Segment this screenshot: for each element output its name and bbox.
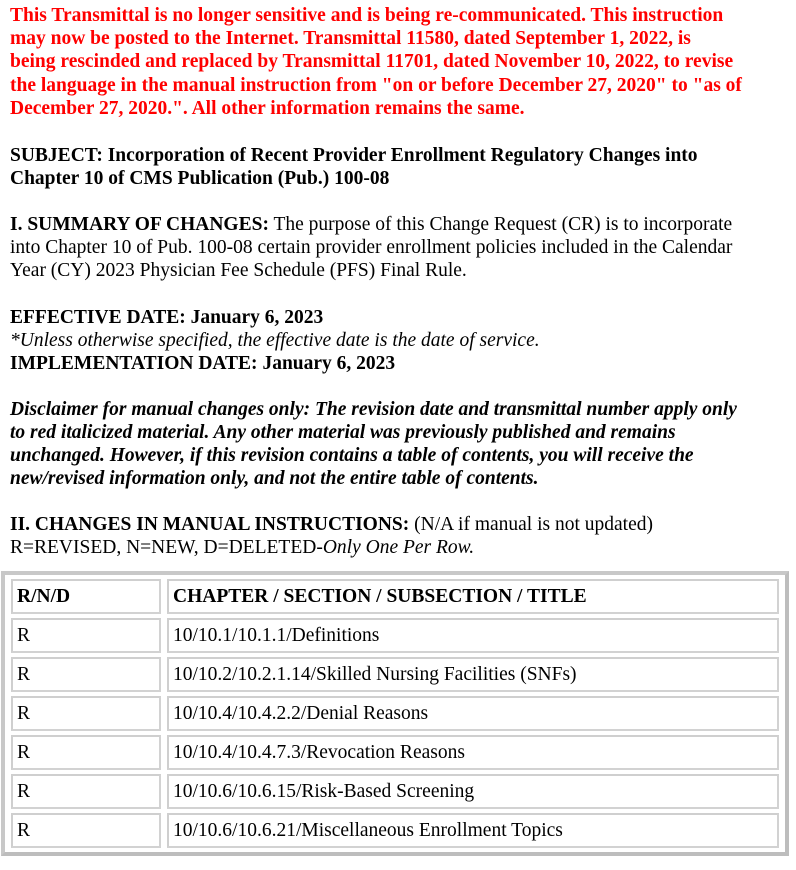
table-row	[11, 774, 779, 809]
rescission-notice	[10, 4, 786, 120]
cell-title: 10/10.4/10.4.7.3/Revocation Reasons	[167, 735, 779, 770]
notice-line: the language in the manual instruction from "on or before December 27, 2020" to "as of	[10, 74, 742, 96]
disclaimer-line: new/revised information only, and not the entire table of contents.	[10, 468, 539, 490]
cell-title: 10/10.1/10.1.1/Definitions	[167, 618, 779, 653]
table-row	[11, 696, 779, 731]
implementation-date-label: IMPLEMENTATION DATE:	[10, 353, 258, 375]
changes-label: II. CHANGES IN MANUAL INSTRUCTIONS:	[10, 514, 410, 536]
changes-in-manual-instructions	[10, 513, 786, 559]
implementation-date	[10, 352, 786, 375]
disclaimer-line: Disclaimer for manual changes only: The revision date and transmittal number apply only	[10, 399, 737, 421]
summary-label: I. SUMMARY OF CHANGES:	[10, 214, 269, 236]
legend-text: R=REVISED, N=NEW, D=DELETED-	[10, 537, 323, 559]
header-rnd: R/N/D	[11, 579, 161, 614]
cell-rnd: R	[11, 696, 161, 731]
summary-of-changes	[10, 213, 786, 282]
manual-changes-table	[1, 571, 789, 856]
cell-rnd: R	[11, 774, 161, 809]
changes-legend	[10, 536, 786, 559]
cell-rnd: R	[11, 618, 161, 653]
cell-rnd: R	[11, 657, 161, 692]
cell-title: 10/10.2/10.2.1.14/Skilled Nursing Facilities (SNFs)	[167, 657, 779, 692]
table-header-row	[11, 579, 779, 614]
effective-date-value: January 6, 2023	[185, 307, 324, 329]
disclaimer-line: unchanged. However, if this revision contains a table of contents, you will receive the	[10, 445, 694, 467]
changes-label-note: (N/A if manual is not updated)	[409, 514, 653, 536]
notice-line: December 27, 2020.". All other information remains the same.	[10, 97, 525, 119]
subject-line: SUBJECT: Incorporation of Recent Provider Enrollment Regulatory Changes into	[10, 145, 698, 167]
cell-rnd: R	[11, 813, 161, 848]
disclaimer	[10, 398, 786, 490]
cell-title: 10/10.6/10.6.21/Miscellaneous Enrollment Topics	[167, 813, 779, 848]
table-row	[11, 735, 779, 770]
summary-line: Year (CY) 2023 Physician Fee Schedule (PFS) Final Rule.	[10, 260, 467, 282]
subject-heading	[10, 144, 786, 190]
disclaimer-line: to red italicized material. Any other material was previously published and remains	[10, 422, 676, 444]
legend-italic: Only One Per Row.	[322, 537, 475, 559]
effective-date	[10, 306, 786, 329]
subject-line: Chapter 10 of CMS Publication (Pub.) 100-08	[10, 168, 390, 190]
dates-section	[10, 306, 786, 375]
header-chapter-title: CHAPTER / SECTION / SUBSECTION / TITLE	[167, 579, 779, 614]
notice-line: This Transmittal is no longer sensitive and is being re-communicated. This instruction	[10, 5, 724, 26]
changes-heading	[10, 513, 786, 536]
implementation-date-value: January 6, 2023	[257, 353, 396, 375]
summary-text: The purpose of this Change Request (CR) is to incorporate	[268, 214, 733, 236]
table-row	[11, 618, 779, 653]
summary-line	[10, 213, 786, 236]
effective-date-label: EFFECTIVE DATE:	[10, 307, 186, 329]
cell-title: 10/10.6/10.6.15/Risk-Based Screening	[167, 774, 779, 809]
effective-date-note: *Unless otherwise specified, the effective date is the date of service.	[10, 330, 540, 352]
cell-rnd: R	[11, 735, 161, 770]
notice-line: being rescinded and replaced by Transmittal 11701, dated November 10, 2022, to revise	[10, 51, 734, 73]
table-row	[11, 813, 779, 848]
summary-line: into Chapter 10 of Pub. 100-08 certain provider enrollment policies included in the Calendar	[10, 237, 733, 259]
table-row	[11, 657, 779, 692]
notice-line: may now be posted to the Internet. Transmittal 11580, dated September 1, 2022, is	[10, 28, 691, 50]
cell-title: 10/10.4/10.4.2.2/Denial Reasons	[167, 696, 779, 731]
